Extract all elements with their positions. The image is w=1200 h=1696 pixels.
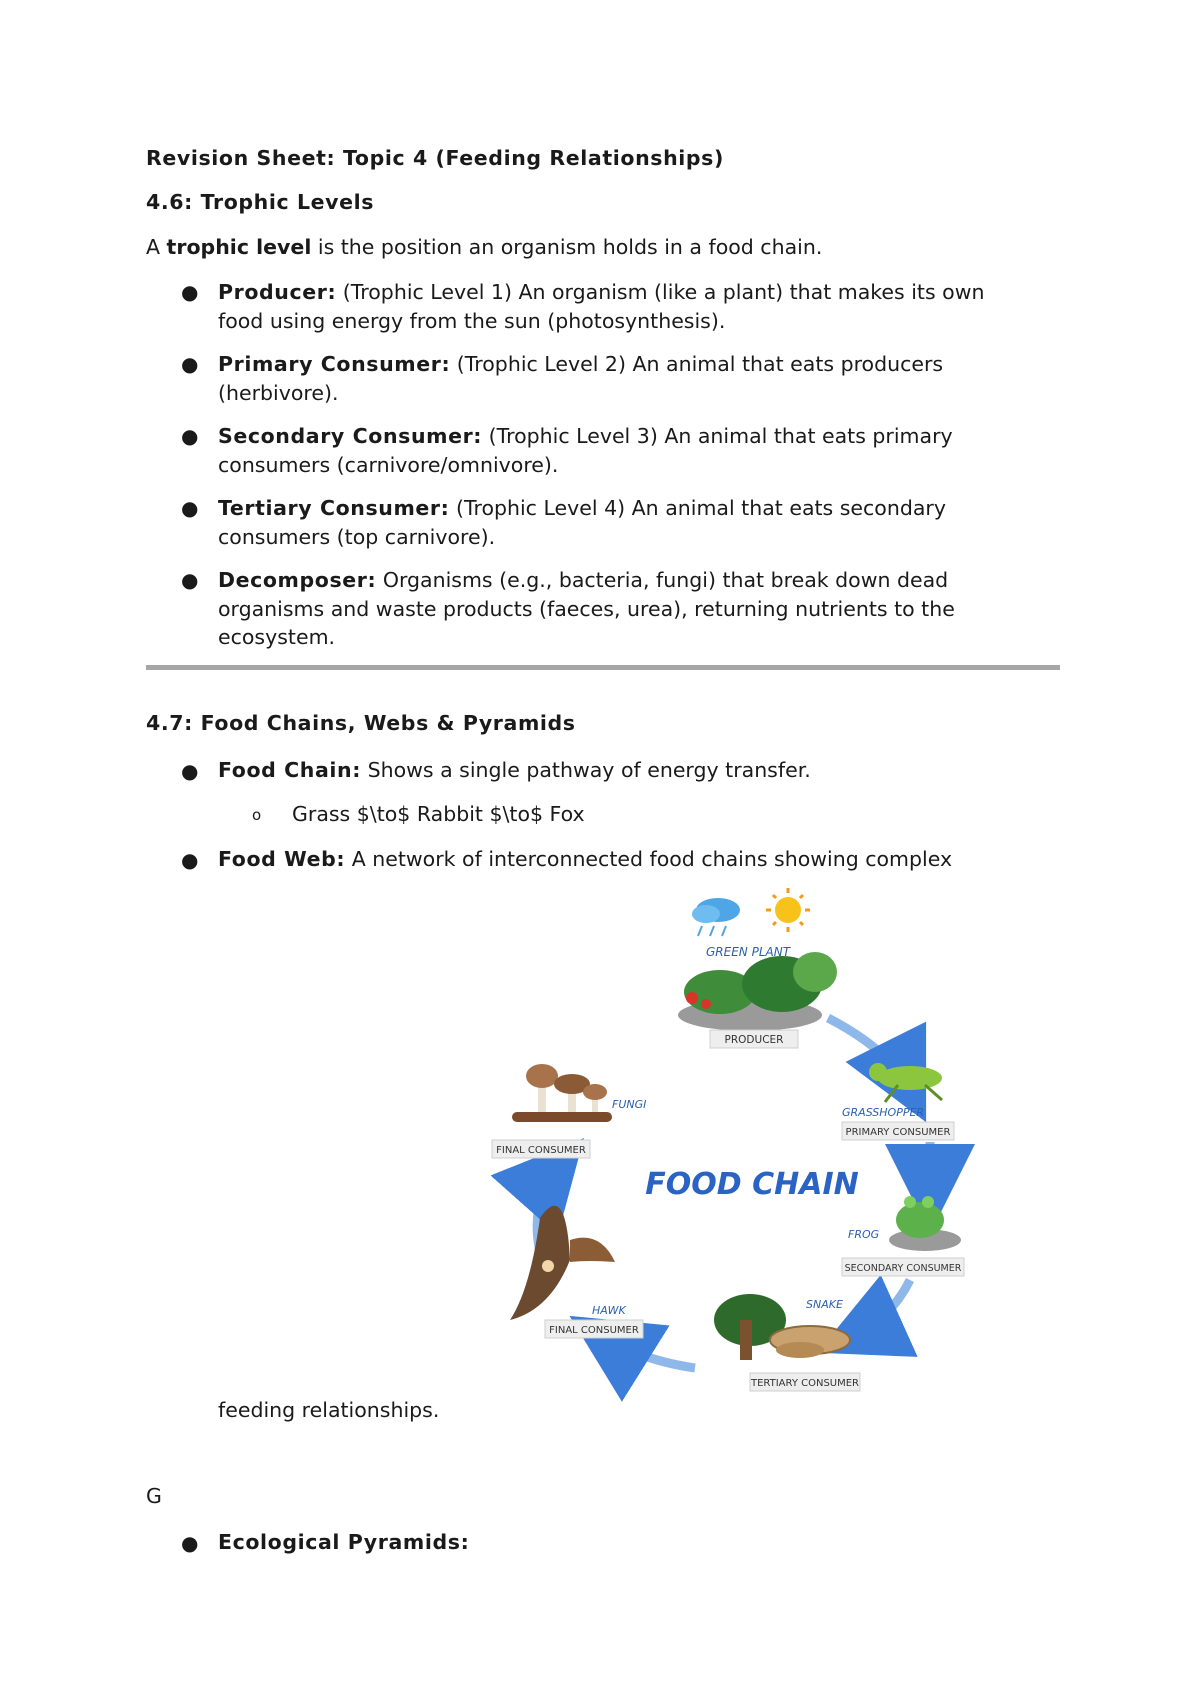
diagram-title: FOOD CHAIN [645, 1167, 859, 1202]
bullet-icon: ● [181, 568, 199, 592]
section-heading-food-chains: 4.7: Food Chains, Webs & Pyramids [146, 711, 576, 735]
fungi-icon [512, 1064, 612, 1122]
green-plant-icon [678, 952, 837, 1031]
list-item-food-chain: Food Chain: Shows a single pathway of energy transfer. [218, 758, 811, 782]
food-web-continued: feeding relationships. [218, 1398, 440, 1422]
label-hawk: HAWK [592, 1304, 626, 1317]
bullet-icon: ● [181, 280, 199, 304]
section-heading-trophic-levels: 4.6: Trophic Levels [146, 190, 375, 214]
label-frog: FROG [848, 1228, 880, 1241]
list-item-food-web: Food Web: A network of interconnected food chains showing complex [218, 847, 953, 871]
list-item-ecological-pyramids: Ecological Pyramids: [218, 1530, 470, 1554]
food-chain-example: Grass $\to$ Rabbit $\to$ Fox [292, 802, 585, 826]
horizontal-divider [146, 665, 1060, 670]
label-fungi: FUNGI [612, 1098, 647, 1111]
stray-letter: G [146, 1484, 162, 1508]
sun-icon [766, 888, 810, 932]
label-final-consumer-fungi: FINAL CONSUMER [496, 1145, 586, 1156]
bullet-icon: ● [181, 759, 199, 783]
arrow-secondary-to-tertiary [850, 1280, 910, 1338]
list-item-tertiary-consumer: Tertiary Consumer: (Trophic Level 4) An animal that eats secondary consumers (top carnivore). [218, 496, 946, 549]
sub-bullet-icon: o [252, 806, 262, 824]
label-snake: SNAKE [806, 1298, 843, 1311]
label-grasshopper: GRASSHOPPER [842, 1106, 925, 1119]
arrow-tertiary-to-final [600, 1335, 695, 1368]
bullet-icon: ● [181, 424, 199, 448]
frog-icon [889, 1196, 961, 1251]
page-title: Revision Sheet: Topic 4 (Feeding Relationships) [146, 146, 724, 170]
label-secondary-consumer: SECONDARY CONSUMER [844, 1263, 962, 1274]
list-item-primary-consumer: Primary Consumer: (Trophic Level 2) An animal that eats producers (herbivore). [218, 352, 944, 405]
rain-cloud-icon [692, 898, 740, 936]
food-chain-diagram [470, 880, 990, 1415]
list-item-secondary-consumer: Secondary Consumer: (Trophic Level 3) An animal that eats primary consumers (carnivore/omnivore). [218, 424, 953, 477]
list-item-decomposer: Decomposer: Organisms (e.g., bacteria, fungi) that break down dead organisms and waste products (faeces, urea), returning nutrients to the ecosystem. [218, 568, 955, 649]
label-primary-consumer: PRIMARY CONSUMER [845, 1127, 951, 1138]
label-producer: PRODUCER [724, 1034, 784, 1046]
bullet-icon: ● [181, 496, 199, 520]
bullet-icon: ● [181, 352, 199, 376]
bullet-icon: ● [181, 848, 199, 872]
label-tertiary-consumer: TERTIARY CONSUMER [750, 1378, 860, 1389]
bullet-icon: ● [181, 1531, 199, 1555]
label-final-consumer-hawk: FINAL CONSUMER [549, 1325, 639, 1336]
hawk-icon [510, 1206, 615, 1320]
label-green-plant: GREEN PLANT [706, 945, 791, 959]
list-item-producer: Producer: (Trophic Level 1) An organism (like a plant) that makes its own food using energy from the sun (photosynthesis). [218, 280, 985, 333]
trophic-level-definition: A trophic level is the position an organism holds in a food chain. [146, 235, 823, 259]
term-trophic-level: trophic level [166, 235, 312, 259]
grasshopper-icon [869, 1063, 942, 1102]
